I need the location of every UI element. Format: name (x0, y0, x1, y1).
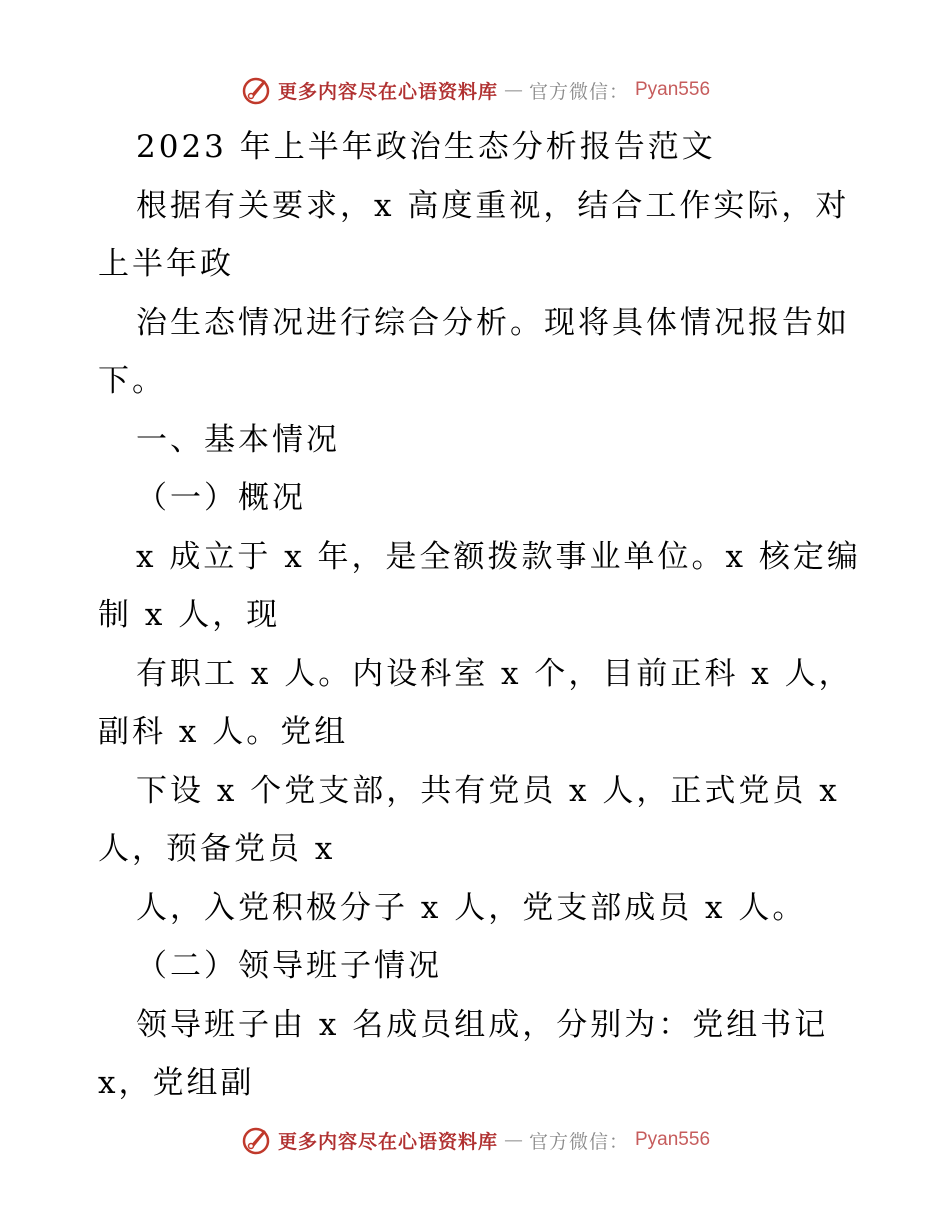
subsection-heading: （一）概况 (136, 480, 306, 516)
section-heading: 一、基本情况 (136, 421, 340, 458)
document-title: 2023 年上半年政治生态分析报告范文 (136, 129, 716, 165)
banner-contact-label: 官方微信： (528, 1130, 629, 1153)
paragraph-line: 上半年政 (98, 246, 234, 282)
paragraph-line: 有职工 x 人。内设科室 x 个，目前正科 x 人， (136, 655, 853, 692)
banner-contact-label: 官方微信： (528, 80, 629, 103)
quill-logo-icon (240, 74, 272, 106)
paragraph-line: x，党组副 (98, 1065, 255, 1101)
banner-contact-id: Pyan556 (635, 79, 711, 100)
banner-contact-id: Pyan556 (635, 1129, 711, 1150)
banner-slogan: 更多内容尽在心语资料库 (277, 1130, 498, 1153)
paragraph-line: 下设 x 个党支部，共有党员 x 人，正式党员 x (136, 772, 840, 809)
document-body (98, 118, 861, 1113)
paragraph-line: 治生态情况进行综合分析。现将具体情况报告如 (136, 304, 850, 341)
banner-dash: — (503, 1129, 523, 1151)
footer-watermark-banner (0, 1120, 950, 1160)
paragraph-line: 副科 x 人。党组 (98, 714, 349, 750)
paragraph-line: x 成立于 x 年，是全额拨款事业单位。x 核定编 (136, 538, 861, 575)
quill-logo-icon (240, 1124, 272, 1156)
header-watermark-banner (0, 70, 950, 110)
banner-slogan: 更多内容尽在心语资料库 (277, 80, 498, 103)
paragraph-line: 制 x 人，现 (98, 597, 281, 633)
paragraph-line: 人，预备党员 x (98, 831, 336, 867)
paragraph-line: 领导班子由 x 名成员组成，分别为：党组书记 (136, 1006, 829, 1043)
banner-dash: — (503, 79, 523, 101)
paragraph-line: 根据有关要求，x 高度重视，结合工作实际，对 (136, 187, 850, 224)
paragraph-line: 下。 (98, 363, 166, 399)
paragraph-line: 人，入党积极分子 x 人，党支部成员 x 人。 (136, 889, 807, 926)
subsection-heading: （二）领导班子情况 (136, 948, 442, 984)
